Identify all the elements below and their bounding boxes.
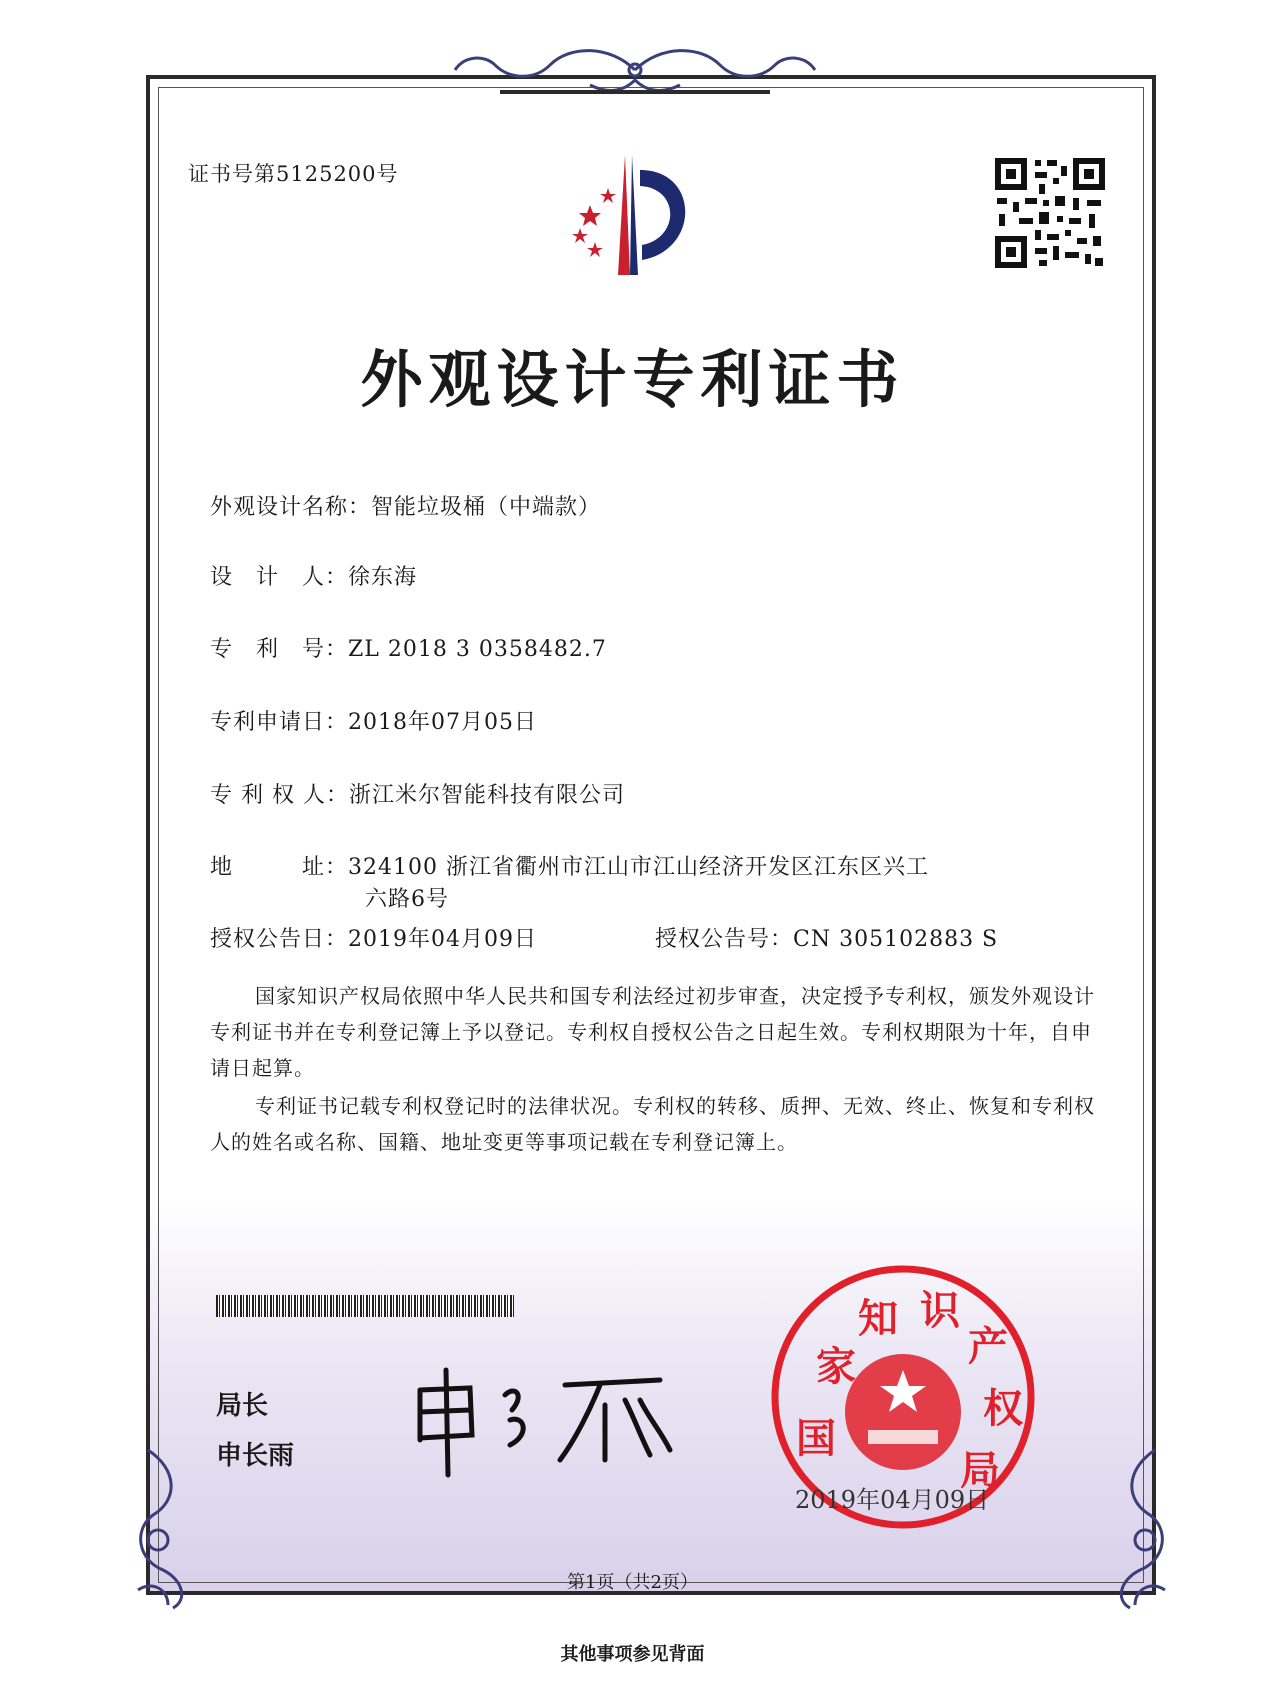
grant-date-value: 2019年04月09日 [348, 927, 537, 952]
patent-office-logo-icon [560, 150, 710, 280]
certificate-number: 证书号第5125200号 [188, 162, 399, 186]
field-address [210, 850, 929, 881]
svg-text:权: 权 [983, 1386, 1023, 1432]
certificate-title: 外观设计专利证书 [360, 343, 905, 416]
barcode [216, 1295, 514, 1317]
design-name-label: 外观设计名称： [210, 495, 372, 520]
field-patent-number [210, 632, 607, 663]
footer-note: 其他事项参见背面 [560, 1644, 705, 1665]
field-grant-date [210, 922, 537, 953]
svg-text:知: 知 [858, 1296, 898, 1342]
field-design-name [210, 490, 601, 521]
page-number: 第1页（共2页） [567, 1572, 698, 1593]
qr-code-icon [995, 158, 1105, 268]
grant-number-label: 授权公告号： [655, 927, 794, 952]
field-patentee [210, 778, 625, 809]
svg-text:国: 国 [796, 1416, 836, 1462]
field-designer [210, 560, 417, 591]
field-grant-number [655, 922, 998, 953]
address-label: 地 址： [210, 855, 349, 880]
handwritten-signature-icon [400, 1360, 680, 1480]
body-paragraph-2: 专利证书记载专利权登记时的法律状况。专利权的转移、质押、无效、终止、恢复和专利权人的姓名或名称、国籍、地址变更等事项记载在专利登记簿上。 [210, 1094, 1095, 1154]
patent-number-label: 专 利 号： [210, 637, 349, 662]
body-paragraph-1: 国家知识产权局依照中华人民共和国专利法经过初步审查，决定授予专利权，颁发外观设计专利证书并在专利登记簿上予以登记。专利权自授权公告之日起生效。专利权期限为十年，自申请日起算。 [210, 984, 1095, 1080]
director-title: 局长 [216, 1391, 269, 1421]
svg-text:识: 识 [920, 1288, 960, 1334]
svg-text:局: 局 [960, 1448, 1000, 1494]
grant-number-value: CN 305102883 S [793, 927, 999, 952]
address-line2: 六路6号 [365, 887, 449, 912]
design-name-value: 智能垃圾桶（中端款） [371, 495, 602, 520]
patentee-value: 浙江米尔智能科技有限公司 [348, 783, 625, 808]
svg-text:家: 家 [816, 1344, 856, 1390]
field-filing-date [210, 705, 537, 736]
address-line1: 324100 浙江省衢州市江山市江山经济开发区江东区兴工 [348, 855, 929, 880]
director-name: 申长雨 [216, 1441, 295, 1471]
top-ornament-icon [440, 40, 830, 100]
designer-label: 设 计 人： [210, 565, 349, 590]
patentee-label: 专 利 权 人： [210, 783, 349, 808]
designer-value: 徐东海 [348, 565, 418, 590]
filing-date-label: 专利申请日： [210, 710, 349, 735]
seal-date: 2019年04月09日 [795, 1486, 990, 1514]
grant-date-label: 授权公告日： [210, 927, 349, 952]
filing-date-value: 2018年07月05日 [348, 710, 537, 735]
patent-number-value: ZL 2018 3 0358482.7 [348, 637, 607, 662]
svg-text:产: 产 [968, 1324, 1008, 1370]
